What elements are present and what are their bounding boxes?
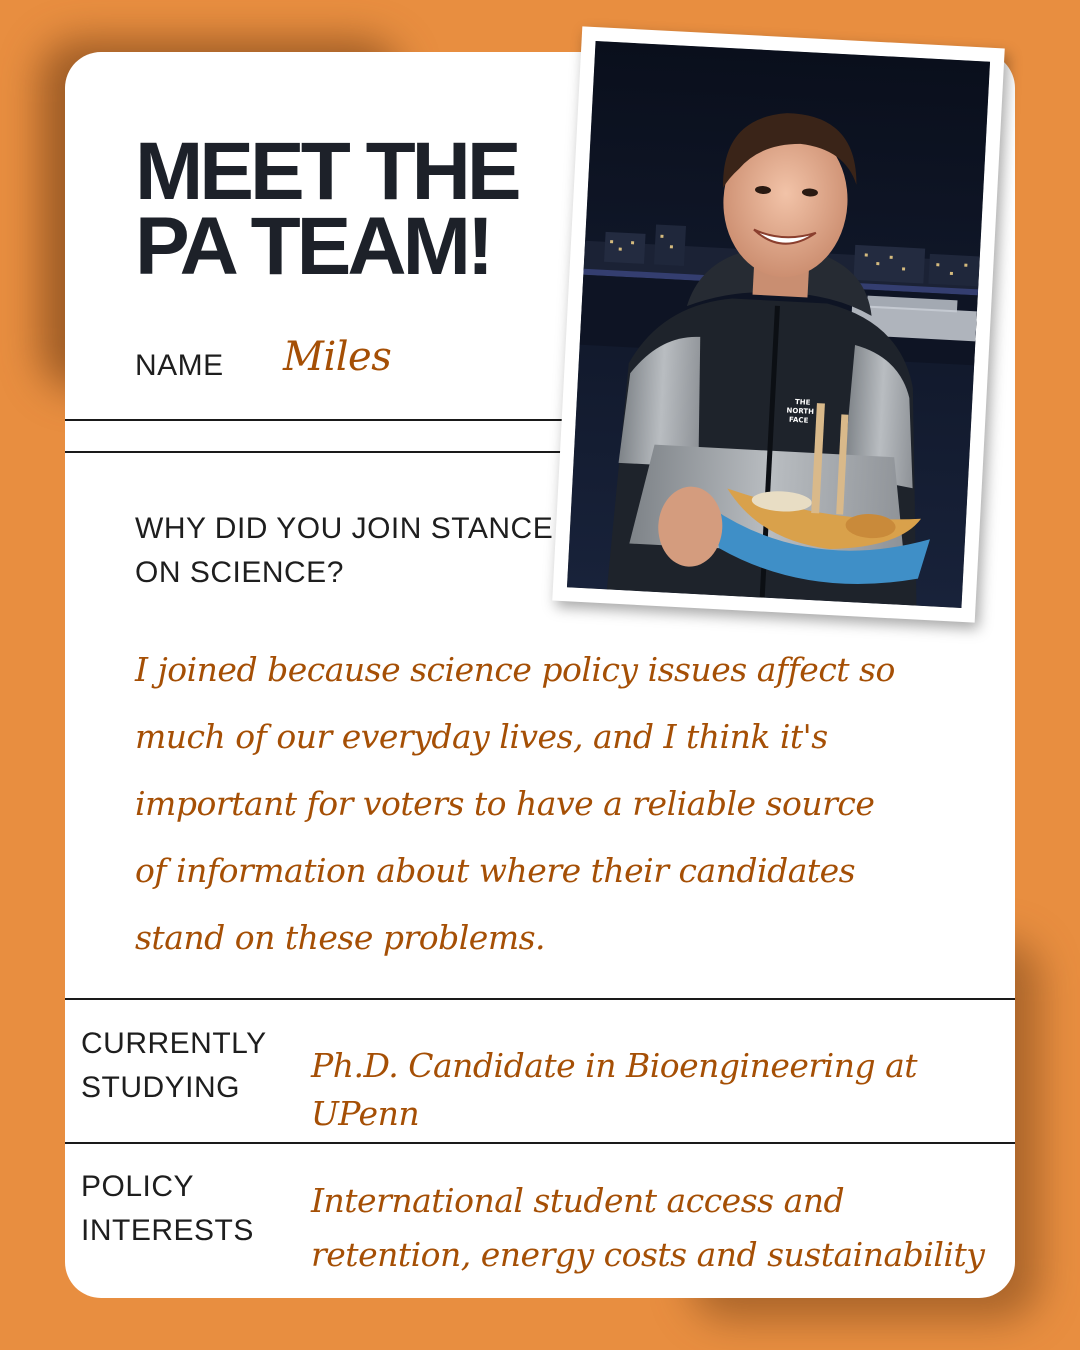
studying-label: CURRENTLY STUDYING: [81, 1027, 267, 1104]
svg-text:NORTH: NORTH: [786, 406, 815, 416]
name-value: Miles: [283, 334, 392, 380]
polaroid-photo: [552, 26, 1005, 622]
portrait-photo: [567, 41, 990, 608]
policy-label: POLICY INTERESTS: [81, 1170, 254, 1247]
name-label: NAME: [135, 349, 224, 382]
studying-value: Ph.D. Candidate in Bioengineering at UPenn: [311, 1046, 918, 1133]
portrait-illustration: [567, 41, 990, 608]
svg-text:THE: THE: [794, 397, 811, 407]
answer-text: I joined because science policy issues affect so much of our everyday lives, and I think it's important for voters to have a reliable source of information about where their candidates stand on these problems.: [135, 650, 895, 957]
policy-value: International student access and retention, energy costs and sustainability: [311, 1181, 985, 1274]
divider: [65, 451, 605, 453]
page-title: MEET THE PA TEAM!: [135, 126, 518, 292]
svg-text:FACE: FACE: [788, 415, 809, 425]
divider: [65, 419, 605, 421]
divider: [65, 998, 1015, 1000]
question-label: WHY DID YOU JOIN STANCE ON SCIENCE?: [135, 512, 554, 589]
divider: [65, 1142, 1015, 1144]
